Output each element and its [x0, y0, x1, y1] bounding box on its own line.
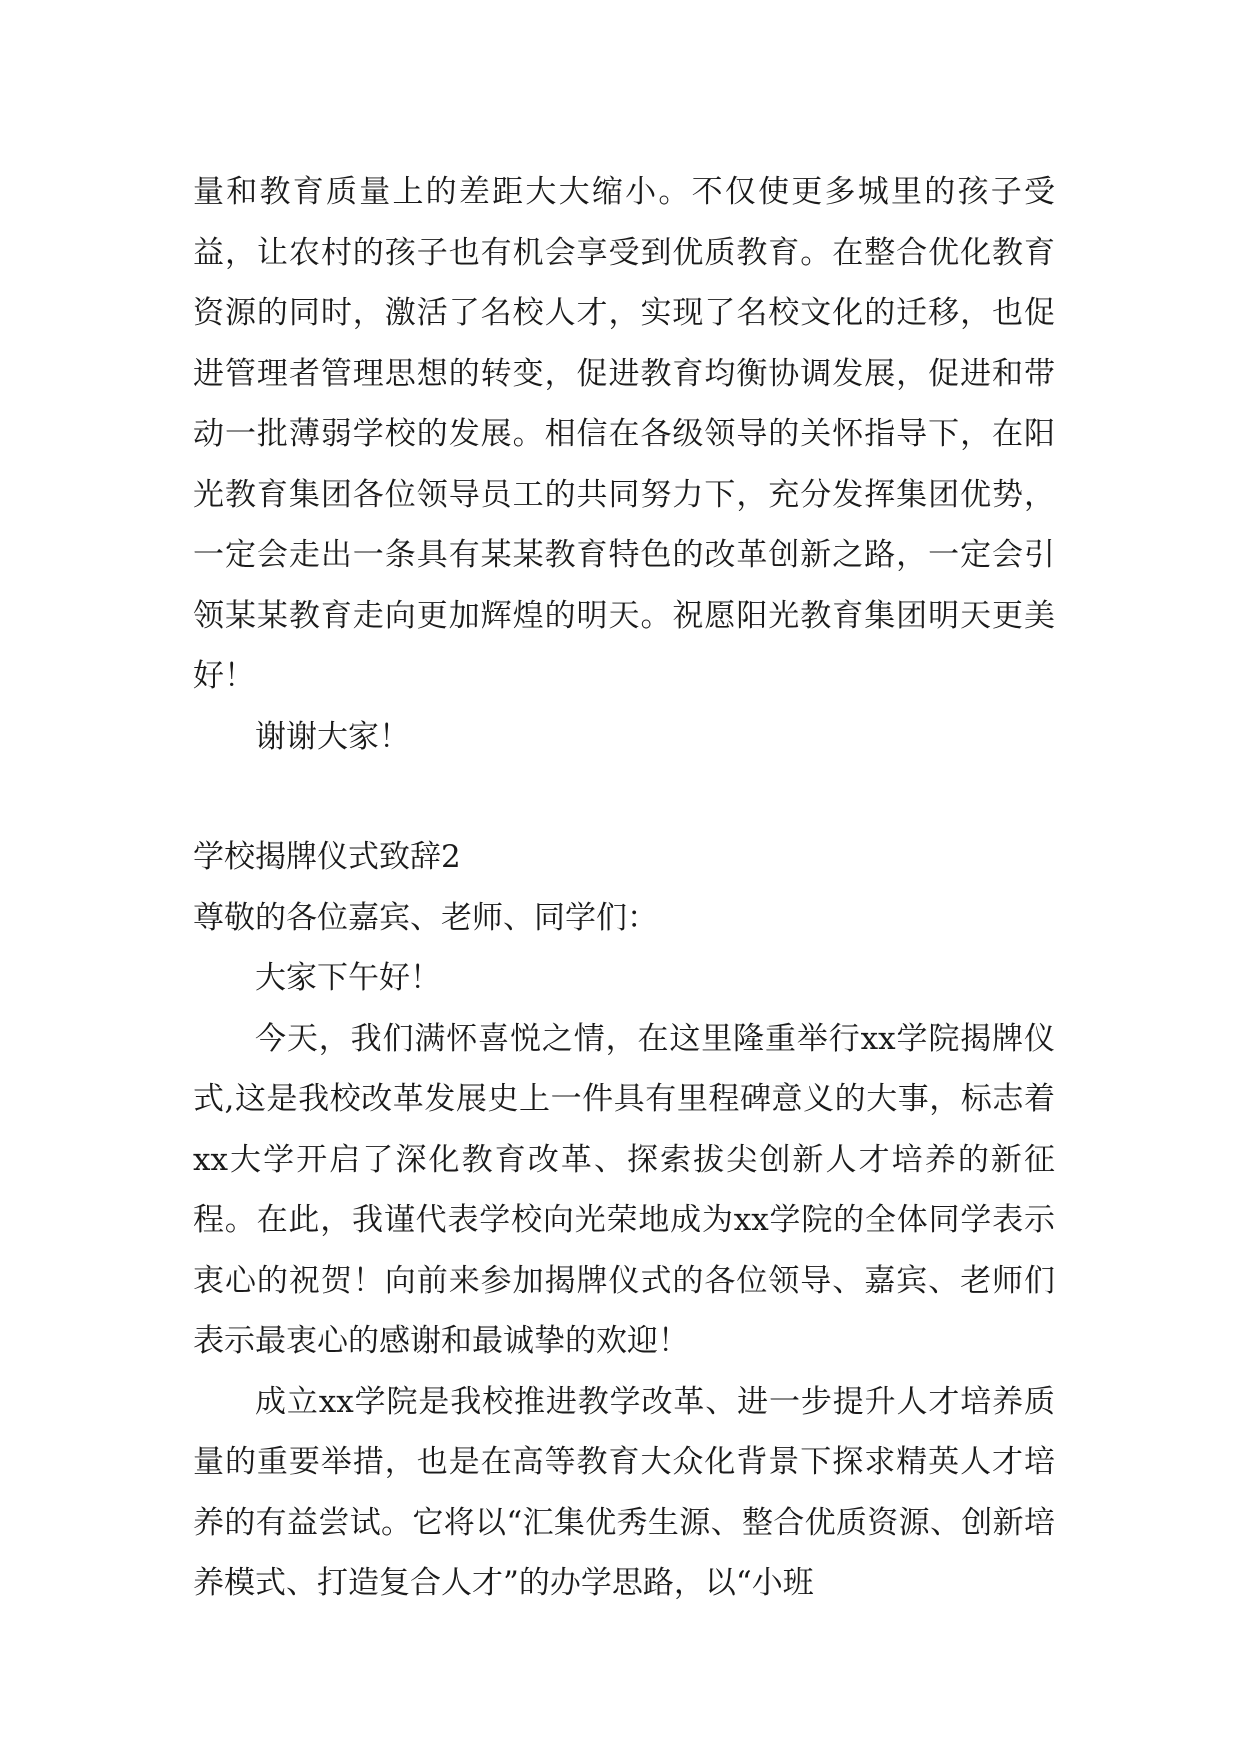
paragraph-opening: 今天，我们满怀喜悦之情，在这里隆重举行xx学院揭牌仪式,这是我校改革发展史上一件具有里程碑意义的大事，标志着xx大学开启了深化教育改革、探索拔尖创新人才培养的新征程。在此，我谨代表学校向光荣地成为xx学院的全体同学表示衷心的祝贺！向前来参加揭牌仪式的各位领导、嘉宾、老师们表示最衷心的感谢和最诚挚的欢迎！ [193, 1020, 1055, 1359]
section-spacer [193, 767, 1055, 827]
paragraph-thanks: 谢谢大家！ [255, 718, 410, 755]
paragraph-continuation: 量和教育质量上的差距大大缩小。不仅使更多城里的孩子受益，让农村的孩子也有机会享受到优质教育。在整合优化教育资源的同时，激活了名校人才，实现了名校文化的迁移，也促进管理者管理思想的转变，促进教育均衡协调发展，促进和带动一批薄弱学校的发展。相信在各级领导的关怀指导下，在阳光教育集团各位领导员工的共同努力下，充分发挥集团优势，一定会走出一条具有某某教育特色的改革创新之路，一定会引领某某教育走向更加辉煌的明天。祝愿阳光教育集团明天更美好！ [193, 174, 1055, 694]
document-body [193, 162, 1055, 1614]
paragraph-greeting: 大家下午好！ [255, 960, 441, 996]
paragraph-purpose: 成立xx学院是我校推进教学改革、进一步提升人才培养质量的重要举措，也是在高等教育大众化背景下探求精英人才培养的有益尝试。它将以“汇集优秀生源、整合优质资源、创新培养模式、打造复合人才”的办学思路，以“小班 [193, 1383, 1055, 1601]
section-title: 学校揭牌仪式致辞2 [193, 839, 461, 875]
salutation: 尊敬的各位嘉宾、老师、同学们： [193, 899, 658, 936]
